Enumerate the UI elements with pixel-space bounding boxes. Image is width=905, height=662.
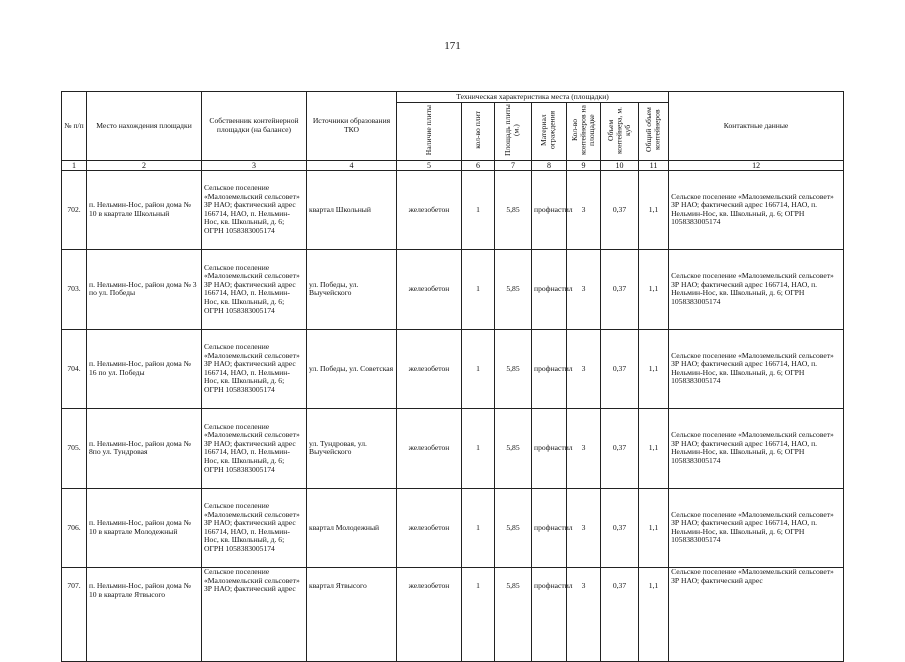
container-volume: 0,37 <box>601 250 639 330</box>
table-row <box>62 409 844 489</box>
header-fence-material: Материал ограждения <box>532 103 567 161</box>
column-index: 5 <box>397 160 462 170</box>
column-index: 10 <box>601 160 639 170</box>
header-slab-area: Площадь плиты (м.) <box>495 103 532 161</box>
column-index: 6 <box>462 160 495 170</box>
total-volume: 1,1 <box>639 409 669 489</box>
table-row <box>62 568 844 662</box>
fence-material: профнастил <box>532 409 567 489</box>
site-owner: Сельское поселение «Малоземельский сельсовет» ЗР НАО; фактический адрес 166714, НАО, п. Нельмин-Нос, кв. Школьный, д. 6; ОГРН 1058383005174 <box>202 488 307 568</box>
slab-area: 5,85 <box>495 329 532 409</box>
slab-area: 5,85 <box>495 568 532 662</box>
column-index: 2 <box>87 160 202 170</box>
waste-source: квартал Школьный <box>307 170 397 250</box>
column-index-row <box>62 160 844 170</box>
container-count: 3 <box>567 170 601 250</box>
site-location: п. Нельмин-Нос, район дома № 10 в квартале Школьный <box>87 170 202 250</box>
container-count: 3 <box>567 250 601 330</box>
site-owner: Сельское поселение «Малоземельский сельсовет» ЗР НАО; фактический адрес 166714, НАО, п. Нельмин-Нос, кв. Школьный, д. 6; ОГРН 1058383005174 <box>202 170 307 250</box>
table-row <box>62 170 844 250</box>
slab-type: железобетон <box>397 568 462 662</box>
header-container-volume: Объем контейнера, м. куб <box>601 103 639 161</box>
slab-area: 5,85 <box>495 250 532 330</box>
waste-sites-table <box>61 91 844 662</box>
contact-info: Сельское поселение «Малоземельский сельсовет» ЗР НАО; фактический адрес 166714, НАО, п. Нельмин-Нос, кв. Школьный, д. 6; ОГРН 1058383005174 <box>669 250 844 330</box>
container-volume: 0,37 <box>601 170 639 250</box>
table-row <box>62 329 844 409</box>
row-number: 703. <box>62 250 87 330</box>
site-location: п. Нельмин-Нос, район дома № 10 в квартале Молодежный <box>87 488 202 568</box>
container-count: 3 <box>567 488 601 568</box>
table-row <box>62 488 844 568</box>
fence-material: профнастил <box>532 568 567 662</box>
container-count: 3 <box>567 329 601 409</box>
header-containers-count: Кол-во контейнеров на площадке <box>567 103 601 161</box>
site-location: п. Нельмин-Нос, район дома № 10 в квартале Ятвысого <box>87 568 202 662</box>
site-location: п. Нельмин-Нос, район дома № 16 по ул. Победы <box>87 329 202 409</box>
header-num: № п/п <box>62 92 87 161</box>
slab-type: железобетон <box>397 170 462 250</box>
column-index: 1 <box>62 160 87 170</box>
waste-source: ул. Победы, ул. Советская <box>307 329 397 409</box>
slab-count: 1 <box>462 250 495 330</box>
row-number: 702. <box>62 170 87 250</box>
waste-source: квартал Молодежный <box>307 488 397 568</box>
container-count: 3 <box>567 409 601 489</box>
waste-source: квартал Ятвысого <box>307 568 397 662</box>
container-count: 3 <box>567 568 601 662</box>
container-volume: 0,37 <box>601 329 639 409</box>
contact-info: Сельское поселение «Малоземельский сельсовет» ЗР НАО; фактический адрес 166714, НАО, п. Нельмин-Нос, кв. Школьный, д. 6; ОГРН 1058383005174 <box>669 329 844 409</box>
page-number: 171 <box>444 40 461 52</box>
site-owner: Сельское поселение «Малоземельский сельсовет» ЗР НАО; фактический адрес 166714, НАО, п. Нельмин-Нос, кв. Школьный, д. 6; ОГРН 1058383005174 <box>202 250 307 330</box>
contact-info <box>669 568 844 662</box>
row-number: 705. <box>62 409 87 489</box>
total-volume: 1,1 <box>639 568 669 662</box>
column-index: 8 <box>532 160 567 170</box>
slab-area: 5,85 <box>495 488 532 568</box>
header-total-volume: Общий объем контейнеров <box>639 103 669 161</box>
column-index: 11 <box>639 160 669 170</box>
total-volume: 1,1 <box>639 170 669 250</box>
contact-info: Сельское поселение «Малоземельский сельсовет» ЗР НАО; фактический адрес 166714, НАО, п. Нельмин-Нос, кв. Школьный, д. 6; ОГРН 1058383005174 <box>669 409 844 489</box>
container-volume: 0,37 <box>601 409 639 489</box>
slab-count: 1 <box>462 488 495 568</box>
container-volume: 0,37 <box>601 488 639 568</box>
slab-count: 1 <box>462 568 495 662</box>
header-place: Место нахождения площадки <box>87 92 202 161</box>
fence-material: профнастил <box>532 329 567 409</box>
row-number: 707. <box>62 568 87 662</box>
header-owner: Собственник контейнерной площадки (на балансе) <box>202 92 307 161</box>
row-number: 706. <box>62 488 87 568</box>
column-index: 12 <box>669 160 844 170</box>
fence-material: профнастил <box>532 488 567 568</box>
total-volume: 1,1 <box>639 329 669 409</box>
container-volume: 0,37 <box>601 568 639 662</box>
header-contacts: Контактные данные <box>669 92 844 161</box>
site-owner <box>202 568 307 662</box>
slab-type: железобетон <box>397 250 462 330</box>
site-location: п. Нельмин-Нос, район дома № 8по ул. Тундровая <box>87 409 202 489</box>
contact-info: Сельское поселение «Малоземельский сельсовет» ЗР НАО; фактический адрес 166714, НАО, п. Нельмин-Нос, кв. Школьный, д. 6; ОГРН 1058383005174 <box>669 488 844 568</box>
slab-count: 1 <box>462 329 495 409</box>
waste-source: ул. Победы, ул. Выучейского <box>307 250 397 330</box>
total-volume: 1,1 <box>639 488 669 568</box>
site-owner: Сельское поселение «Малоземельский сельсовет» ЗР НАО; фактический адрес 166714, НАО, п. Нельмин-Нос, кв. Школьный, д. 6; ОГРН 1058383005174 <box>202 329 307 409</box>
slab-area: 5,85 <box>495 409 532 489</box>
site-owner-text: Сельское поселение «Малоземельский сельсовет» ЗР НАО; фактический адрес <box>204 567 300 594</box>
waste-source: ул. Тундровая, ул. Выучейского <box>307 409 397 489</box>
slab-type: железобетон <box>397 488 462 568</box>
site-owner: Сельское поселение «Малоземельский сельсовет» ЗР НАО; фактический адрес 166714, НАО, п. Нельмин-Нос, кв. Школьный, д. 6; ОГРН 1058383005174 <box>202 409 307 489</box>
row-number: 704. <box>62 329 87 409</box>
contact-info: Сельское поселение «Малоземельский сельсовет» ЗР НАО; фактический адрес 166714, НАО, п. Нельмин-Нос, кв. Школьный, д. 6; ОГРН 1058383005174 <box>669 170 844 250</box>
slab-count: 1 <box>462 409 495 489</box>
header-slabs-count: кол-во плит <box>462 103 495 161</box>
fence-material: профнастил <box>532 170 567 250</box>
site-location: п. Нельмин-Нос, район дома № 3 по ул. Победы <box>87 250 202 330</box>
fence-material: профнастил <box>532 250 567 330</box>
header-slabs-presence: Наличие плиты <box>397 103 462 161</box>
slab-count: 1 <box>462 170 495 250</box>
total-volume: 1,1 <box>639 250 669 330</box>
table-row <box>62 250 844 330</box>
column-index: 4 <box>307 160 397 170</box>
column-index: 9 <box>567 160 601 170</box>
slab-type: железобетон <box>397 329 462 409</box>
contact-info-text: Сельское поселение «Малоземельский сельсовет» ЗР НАО; фактический адрес <box>671 567 834 585</box>
slab-area: 5,85 <box>495 170 532 250</box>
header-tech-group: Техническая характеристика места (площадки) <box>397 92 669 103</box>
slab-type: железобетон <box>397 409 462 489</box>
column-index: 7 <box>495 160 532 170</box>
column-index: 3 <box>202 160 307 170</box>
header-source: Источники образования ТКО <box>307 92 397 161</box>
